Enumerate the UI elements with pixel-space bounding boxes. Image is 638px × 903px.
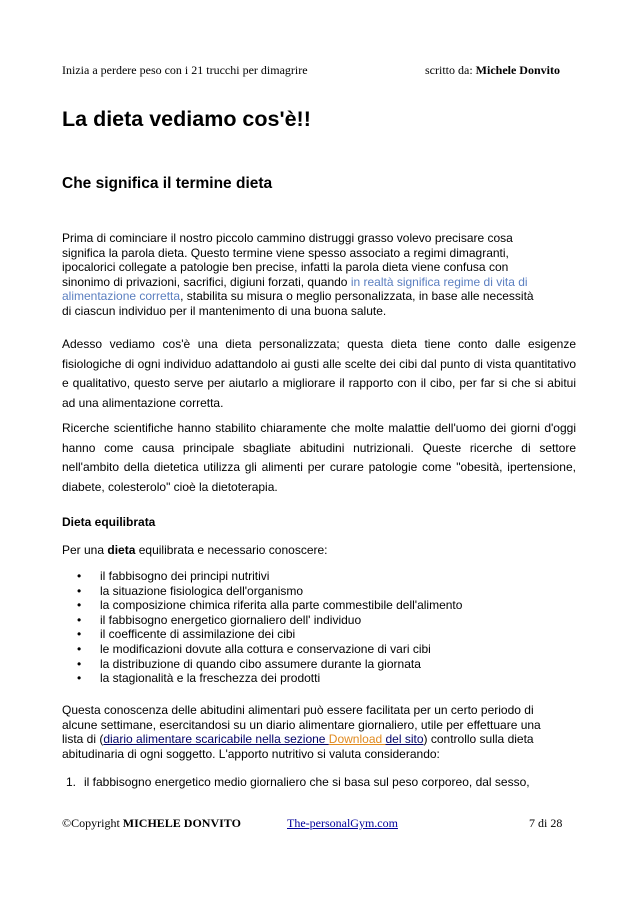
- paragraph-1-text: , stabilita su misura o meglio personalizzata, in base alle necessità: [180, 289, 534, 303]
- bullet-icon: •: [77, 612, 82, 627]
- bullet-icon: •: [77, 583, 82, 598]
- diary-link[interactable]: diario alimentare scaricabile nella sezione: [103, 732, 329, 746]
- footer-site-link[interactable]: The-personalGym.com: [287, 816, 398, 830]
- list-item: [62, 657, 462, 672]
- paragraph-2: Adesso vediamo cos'è una dieta personalizzata; questa dieta tiene conto dalle esigenze fisiologiche di ogni individuo adattandolo ai gusti alle scelte dei cibi dal punto di vista quantitativo e qualitativo, questo serve per aiutarlo a migliorare il rapporto con il cibo, per far si che si abitui ad una alimentazione corretta.: [62, 337, 576, 410]
- paragraph-1-line: ipocalorici collegate a patologie ben precise, infatti la parola dieta viene confusa con: [62, 260, 509, 274]
- subsection-heading: Dieta equilibrata: [62, 515, 156, 529]
- bullet-icon: •: [77, 598, 82, 613]
- paragraph-4-text: ) controllo sulla dieta: [423, 732, 534, 746]
- paragraph-1-line: [62, 289, 576, 304]
- list-item: [62, 569, 462, 584]
- bullet-icon: •: [77, 569, 82, 583]
- paragraph-1-line: [62, 275, 576, 290]
- numbered-item-text: il fabbisogno energetico medio giornaliero che si basa sul peso corporeo, dal sesso,: [84, 775, 530, 789]
- header-author-name: Michele Donvito: [475, 63, 560, 77]
- list-item: [62, 613, 462, 628]
- header-author-prefix: scritto da:: [425, 63, 476, 77]
- header-author: [425, 63, 560, 77]
- list-item: [62, 642, 462, 657]
- paragraph-1: [62, 231, 576, 318]
- list-item: [62, 598, 462, 613]
- bullet-icon: •: [77, 627, 82, 642]
- highlighted-text: alimentazione corretta: [62, 289, 181, 303]
- list-item-text: il fabbisogno energetico giornaliero dell' individuo: [100, 612, 362, 627]
- copyright-name: MICHELE DONVITO: [122, 816, 241, 830]
- list-item-text: la situazione fisiologica dell'organismo: [100, 583, 304, 598]
- list-item: [62, 671, 462, 686]
- copyright-prefix: ©Copyright: [62, 816, 123, 830]
- paragraph-3: Ricerche scientifiche hanno stabilito chiaramente che molte malattie dell'uomo dei giorni d'oggi hanno come causa principale sbagliate abitudini nutrizionali. Queste ricerche di settore nell'ambito della dietetica utilizza gli alimenti per curare patologie come "obesità, ipertensione, diabete, colesterolo" cioè la dietoterapia.: [62, 421, 576, 494]
- paragraph-4-line: alcune settimane, esercitandosi su un diario alimentare giornaliero, utile per effettuare una: [62, 717, 541, 732]
- paragraph-1-line: di ciascun individuo per il mantenimento di una buona salute.: [62, 303, 387, 318]
- intro-text: Per una: [62, 543, 108, 557]
- list-item-text: la composizione chimica riferita alla parte commestibile dell'alimento: [100, 598, 463, 613]
- list-item-text: le modificazioni dovute alla cottura e conservazione di vari cibi: [100, 641, 431, 656]
- list-item-text: il fabbisogno dei principi nutritivi: [100, 569, 270, 583]
- item-number: 1.: [66, 775, 77, 789]
- paragraph-4-line: Questa conoscenza delle abitudini alimentari può essere facilitata per un certo periodo di: [62, 703, 534, 717]
- section-heading: Che significa il termine dieta: [62, 175, 273, 192]
- list-item: [62, 627, 462, 642]
- highlighted-text: in realtà significa regime di vita di: [350, 274, 528, 289]
- intro-line: [62, 542, 328, 558]
- paragraph-4-text: lista di (: [62, 732, 104, 746]
- page-title: La dieta vediamo cos'è!!: [62, 107, 311, 131]
- paragraph-1-line: significa la parola dieta. Questo termine viene spesso associato a regimi dimagranti,: [62, 245, 509, 260]
- site-link[interactable]: del sito: [385, 732, 424, 746]
- bullet-icon: •: [77, 656, 82, 671]
- list-item-text: la stagionalità e la freschezza dei prodotti: [100, 671, 321, 686]
- paragraph-1-text: sinonimo di privazioni, sacrifici, digiuni forzati, quando: [62, 274, 351, 289]
- list-item: [62, 584, 462, 599]
- paragraph-1-line: Prima di cominciare il nostro piccolo cammino distruggi grasso volevo precisare cosa: [62, 231, 513, 245]
- list-item-text: il coefficente di assimilazione dei cibi: [100, 627, 296, 642]
- list-item-text: la distribuzione di quando cibo assumere durante la giornata: [100, 656, 421, 671]
- bullet-list: [62, 569, 462, 686]
- numbered-item: [62, 774, 530, 790]
- bullet-icon: •: [77, 641, 82, 656]
- paragraph-4-line: abitudinaria di ogni soggetto. L'apporto nutritivo si valuta considerando:: [62, 746, 440, 761]
- page-number: 7 di 28: [529, 816, 563, 830]
- intro-text: equilibrata e necessario conoscere:: [135, 543, 328, 557]
- footer-copyright: [62, 816, 241, 830]
- paragraph-4: [62, 703, 582, 761]
- intro-bold: dieta: [107, 543, 136, 557]
- download-link[interactable]: Download: [328, 732, 386, 746]
- bullet-icon: •: [77, 671, 82, 686]
- header-title: Inizia a perdere peso con i 21 trucchi per dimagrire: [62, 63, 308, 77]
- paragraph-4-line: [62, 732, 582, 747]
